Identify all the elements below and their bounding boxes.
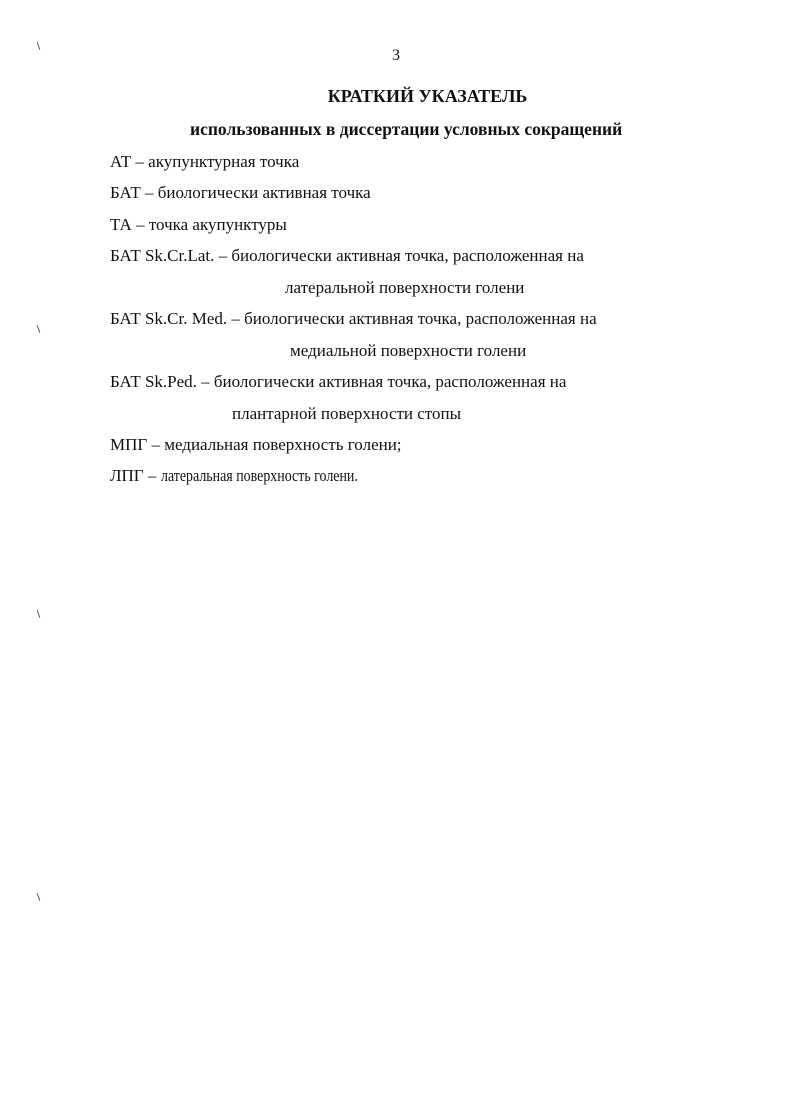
abbreviation-entry — [110, 466, 401, 486]
abbreviation-entry: БАТ Sk.Cr.Lat. – биологически активная точка, расположенная на — [110, 246, 584, 265]
scan-artifact — [37, 325, 41, 333]
scan-artifact — [37, 42, 41, 50]
page-title: КРАТКИЙ УКАЗАТЕЛЬ — [327, 86, 528, 106]
abbreviation-definition: латеральная поверхность голени. — [160, 466, 358, 485]
abbreviation-entry: БАТ – биологически активная точка — [110, 183, 371, 202]
abbreviation-entry-continuation: латеральной поверхности голени — [285, 278, 525, 297]
abbreviation-entry: АТ – акупунктурная точка — [110, 152, 300, 171]
abbreviation-entry-continuation: плантарной поверхности стопы — [232, 404, 462, 423]
abbreviation-entry: ТА – точка акупунктуры — [110, 215, 287, 234]
abbreviation-term: ЛПГ – — [110, 466, 161, 485]
abbreviation-entry: БАТ Sk.Cr. Med. – биологически активная точка, расположенная на — [110, 309, 597, 328]
abbreviation-entry: МПГ – медиальная поверхность голени; — [110, 435, 402, 454]
scan-artifact — [37, 610, 41, 618]
abbreviation-entry: БАТ Sk.Ped. – биологически активная точка, расположенная на — [110, 372, 567, 391]
abbreviation-entry-continuation: медиальной поверхности голени — [290, 341, 527, 360]
scan-artifact — [37, 893, 41, 901]
page-subtitle: использованных в диссертации условных сокращений — [190, 119, 623, 139]
page-number: 3 — [392, 47, 400, 64]
